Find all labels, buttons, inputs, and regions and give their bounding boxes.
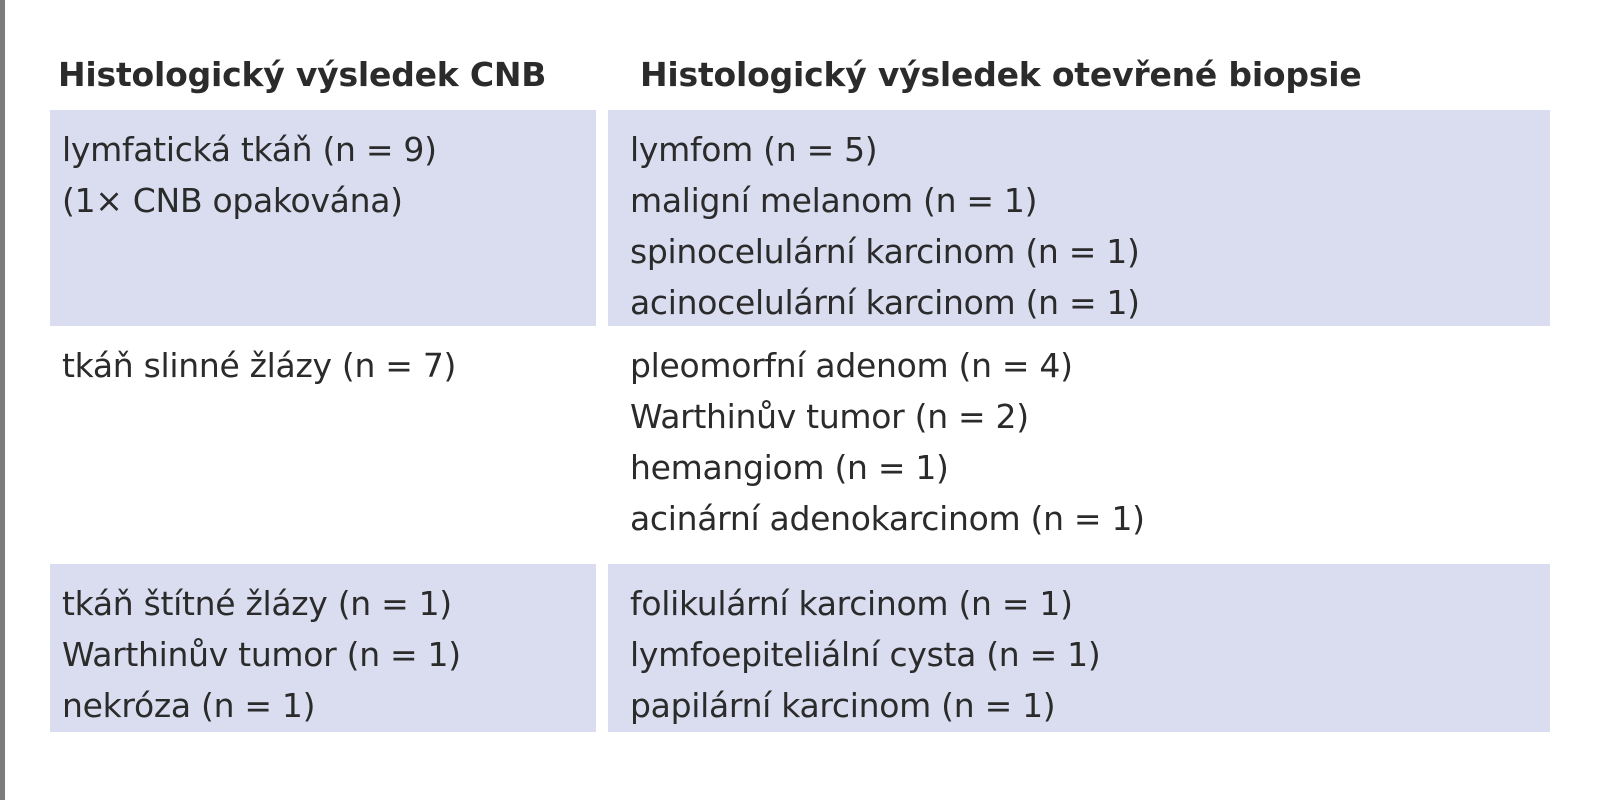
open-biopsy-line: spinocelulární karcinom (n = 1) [630,232,1140,271]
cnb-cell [50,110,596,326]
open-biopsy-cell [608,110,1550,326]
cnb-cell [50,326,596,564]
open-biopsy-line: acinární adenokarcinom (n = 1) [630,499,1145,538]
open-biopsy-line: lymfoepiteliální cysta (n = 1) [630,635,1101,674]
open-biopsy-line: maligní melanom (n = 1) [630,181,1038,220]
cnb-cell [50,564,596,732]
cnb-line: tkáň štítné žlázy (n = 1) [62,584,452,623]
cnb-line: lymfatická tkáň (n = 9) [62,130,437,169]
header-cnb: Histologický výsledek CNB [58,54,547,94]
table-row [50,110,1550,326]
table-row [50,564,1550,732]
cnb-line: nekróza (n = 1) [62,686,316,725]
open-biopsy-line: pleomorfní adenom (n = 4) [630,346,1073,385]
cnb-line: Warthinův tumor (n = 1) [62,635,461,674]
table-header [50,44,1550,104]
open-biopsy-line: papilární karcinom (n = 1) [630,686,1056,725]
open-biopsy-line: acinocelulární karcinom (n = 1) [630,283,1140,322]
open-biopsy-line: hemangiom (n = 1) [630,448,949,487]
header-open-biopsy: Histologický výsledek otevřené biopsie [640,54,1362,94]
open-biopsy-line: lymfom (n = 5) [630,130,878,169]
open-biopsy-cell [608,564,1550,732]
open-biopsy-cell [608,326,1550,564]
table-row [50,326,1550,564]
cnb-line: tkáň slinné žlázy (n = 7) [62,346,457,385]
open-biopsy-line: folikulární karcinom (n = 1) [630,584,1073,623]
results-table [50,44,1550,732]
left-border-rule [0,0,5,800]
open-biopsy-line: Warthinův tumor (n = 2) [630,397,1029,436]
cnb-line: (1× CNB opakována) [62,181,403,220]
